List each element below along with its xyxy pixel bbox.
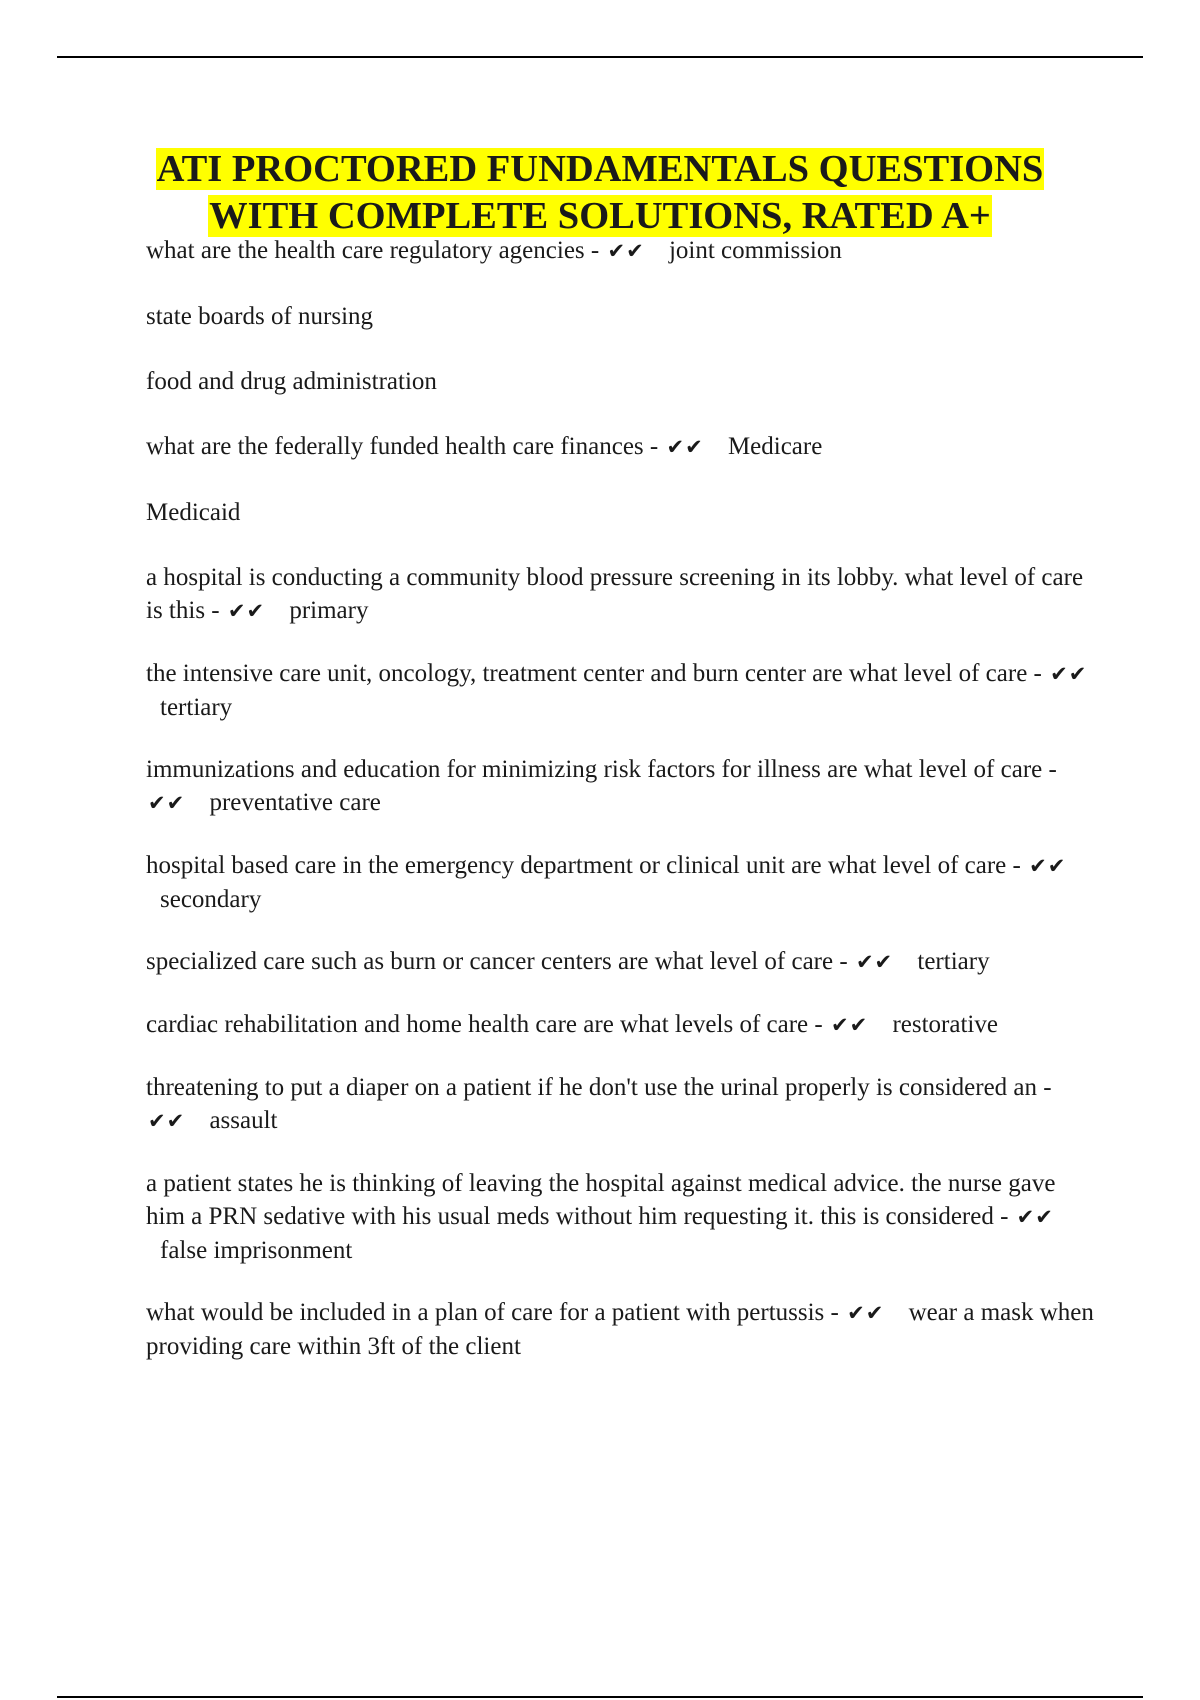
question-text: what are the federally funded health care finances - — [146, 433, 659, 460]
double-check-icon: ✔✔ — [666, 435, 704, 459]
qa-item — [146, 1008, 1096, 1042]
double-check-icon: ✔✔ — [1029, 854, 1067, 878]
double-check-icon: ✔✔ — [1016, 1205, 1054, 1229]
question-text: a patient states he is thinking of leaving the hospital against medical advice. the nurse gave him a PRN sedative with his usual meds without him requesting it. this is considered - — [146, 1170, 1056, 1230]
answer-text: state boards of nursing — [146, 303, 374, 330]
answer-text: assault — [209, 1107, 278, 1134]
question-text: cardiac rehabilitation and home health care are what levels of care - — [146, 1011, 823, 1038]
qa-item — [146, 430, 1096, 464]
double-check-icon: ✔✔ — [855, 950, 894, 974]
question-text: threatening to put a diaper on a patient if he don't use the urinal properly is considered an - — [146, 1074, 1052, 1101]
top-rule — [57, 56, 1143, 58]
answer-text: false imprisonment — [160, 1237, 353, 1264]
title-line-1: ATI PROCTORED FUNDAMENTALS QUESTIONS — [156, 148, 1044, 190]
double-check-icon: ✔✔ — [148, 791, 186, 815]
answer-text: Medicare — [727, 433, 823, 460]
question-text: what would be included in a plan of care for a patient with pertussis - — [146, 1299, 839, 1326]
question-text: a hospital is conducting a community blood pressure screening in its lobby. what level of care is this - — [146, 564, 1084, 624]
answer-text: wear a mask when providing care within 3ft of the client — [146, 1299, 1094, 1360]
answer-text: Medicaid — [146, 499, 241, 526]
answer-text: tertiary — [160, 694, 233, 721]
document-title — [0, 146, 1200, 240]
bottom-rule — [57, 1696, 1143, 1698]
qa-item — [146, 1296, 1096, 1363]
double-check-icon: ✔✔ — [607, 239, 645, 263]
qa-list — [146, 234, 1096, 1392]
qa-item — [146, 849, 1096, 916]
question-text: hospital based care in the emergency department or clinical unit are what level of care - — [146, 852, 1021, 879]
double-check-icon: ✔✔ — [148, 1109, 186, 1133]
answer-line — [146, 496, 1096, 529]
answer-text: secondary — [160, 886, 262, 913]
answer-text: tertiary — [917, 948, 990, 975]
answer-text: primary — [289, 597, 369, 624]
answer-text: food and drug administration — [146, 368, 437, 395]
question-text: specialized care such as burn or cancer centers are what level of care - — [146, 948, 848, 975]
title-line-2: WITH COMPLETE SOLUTIONS, RATED A+ — [209, 195, 991, 237]
answer-line — [146, 300, 1096, 333]
double-check-icon: ✔✔ — [227, 599, 266, 623]
double-check-icon: ✔✔ — [1050, 662, 1088, 686]
qa-item — [146, 1071, 1096, 1138]
qa-item — [146, 1167, 1096, 1267]
question-text: the intensive care unit, oncology, treatment center and burn center are what level of care - — [146, 660, 1042, 687]
answer-line — [146, 365, 1096, 398]
question-text: immunizations and education for minimizing risk factors for illness are what level of care - — [146, 756, 1057, 783]
qa-item — [146, 945, 1096, 979]
qa-item — [146, 561, 1096, 628]
double-check-icon: ✔✔ — [847, 1301, 885, 1325]
question-text: what are the health care regulatory agencies - — [146, 237, 600, 264]
qa-item — [146, 234, 1096, 268]
answer-text: preventative care — [209, 789, 381, 816]
answer-text: restorative — [892, 1011, 998, 1038]
qa-item — [146, 657, 1096, 724]
answer-text: joint commission — [668, 237, 842, 264]
double-check-icon: ✔✔ — [830, 1013, 869, 1037]
qa-item — [146, 753, 1096, 820]
